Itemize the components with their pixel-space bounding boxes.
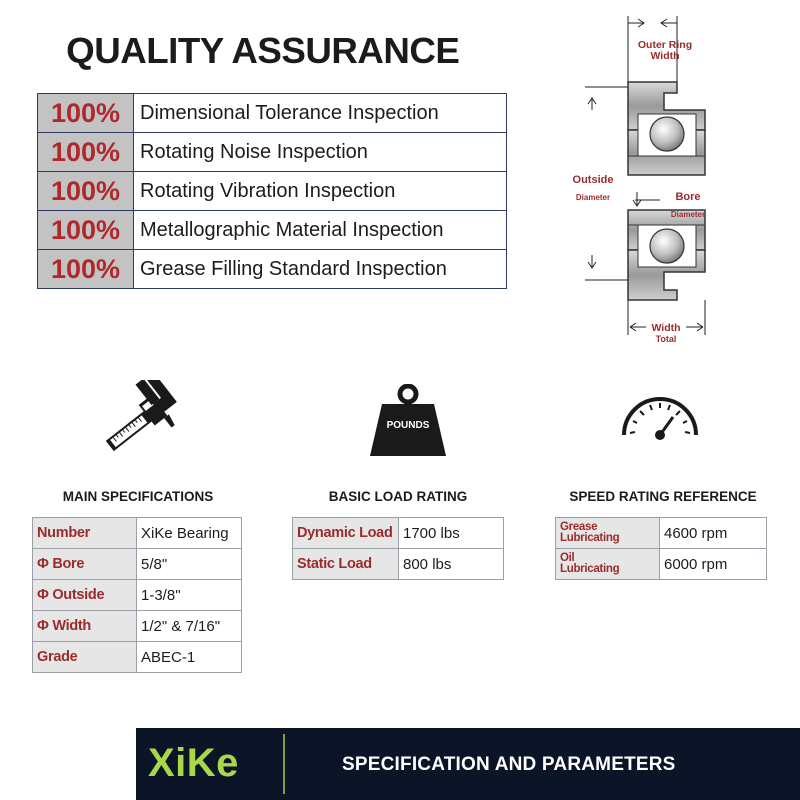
outside-label: Outside xyxy=(572,174,614,186)
banner-title: SPECIFICATION AND PARAMETERS xyxy=(342,754,676,775)
spec-value: XiKe Bearing xyxy=(137,518,242,549)
weight-icon xyxy=(368,384,448,465)
width-total-label xyxy=(646,323,686,345)
spec-key xyxy=(556,549,660,580)
table-row xyxy=(33,518,242,549)
spec-value: 1/2" & 7/16" xyxy=(137,611,242,642)
quality-label: Metallographic Material Inspection xyxy=(140,218,444,241)
spec-key: Φ Outside xyxy=(33,580,137,611)
spec-value: 4600 rpm xyxy=(660,518,767,549)
table-row xyxy=(33,549,242,580)
lubricant-type: Oil xyxy=(560,551,575,564)
quality-percent: 100% xyxy=(38,211,134,249)
spec-key: Grade xyxy=(33,642,137,673)
width-sublabel: Total xyxy=(655,334,677,345)
spec-value: 5/8" xyxy=(137,549,242,580)
quality-label: Dimensional Tolerance Inspection xyxy=(140,101,439,124)
table-row xyxy=(293,518,504,549)
table-row xyxy=(33,642,242,673)
table-row xyxy=(556,518,767,549)
quality-row xyxy=(38,172,506,211)
table-row xyxy=(293,549,504,580)
quality-percent: 100% xyxy=(38,250,134,288)
main-specs-table xyxy=(32,517,242,673)
speed-rating-table xyxy=(555,517,767,580)
lubricant-sublabel: Lubricating xyxy=(560,563,620,575)
speed-rating-title: SPEED RATING REFERENCE xyxy=(569,489,757,504)
outer-ring-sublabel: Width xyxy=(650,50,680,63)
banner-divider xyxy=(283,734,285,794)
outside-sublabel: Diameter xyxy=(575,192,611,202)
brand-logo: XiKe xyxy=(148,741,239,785)
page-title: QUALITY ASSURANCE xyxy=(66,30,460,71)
bore-sublabel: Diameter xyxy=(670,209,706,219)
footer-banner xyxy=(136,728,800,800)
spec-key: Dynamic Load xyxy=(293,518,399,549)
table-row xyxy=(33,611,242,642)
main-specs-title: MAIN SPECIFICATIONS xyxy=(62,489,214,504)
bearing-diagram xyxy=(560,10,790,355)
outside-diameter-label xyxy=(564,171,622,205)
quality-label: Rotating Noise Inspection xyxy=(140,140,368,163)
lubricant-sublabel: Lubricating xyxy=(560,532,620,544)
quality-table xyxy=(37,93,507,289)
spec-value: 800 lbs xyxy=(399,549,504,580)
spec-value: 6000 rpm xyxy=(660,549,767,580)
load-rating-title: BASIC LOAD RATING xyxy=(328,489,468,504)
spec-key: Static Load xyxy=(293,549,399,580)
spec-key: Φ Width xyxy=(33,611,137,642)
quality-percent: 100% xyxy=(38,133,134,171)
bore-label: Bore xyxy=(675,191,701,203)
spec-key: Number xyxy=(33,518,137,549)
width-label: Width xyxy=(651,322,681,334)
quality-row xyxy=(38,211,506,250)
quality-label: Grease Filling Standard Inspection xyxy=(140,257,447,280)
quality-label: Rotating Vibration Inspection xyxy=(140,179,396,202)
weight-label: POUNDS xyxy=(386,420,430,431)
spec-value: 1700 lbs xyxy=(399,518,504,549)
spec-value: ABEC-1 xyxy=(137,642,242,673)
quality-percent: 100% xyxy=(38,94,134,132)
load-rating-table xyxy=(292,517,504,580)
quality-row xyxy=(38,250,506,288)
speedometer-icon xyxy=(618,393,702,448)
caliper-icon xyxy=(96,380,182,465)
table-row xyxy=(33,580,242,611)
quality-row xyxy=(38,133,506,172)
spec-value: 1-3/8" xyxy=(137,580,242,611)
bore-diameter-label xyxy=(668,188,708,222)
outer-ring-width-label xyxy=(632,40,698,62)
table-row xyxy=(556,549,767,580)
quality-row xyxy=(38,94,506,133)
quality-percent: 100% xyxy=(38,172,134,210)
spec-key xyxy=(556,518,660,549)
outer-ring-label: Outer Ring xyxy=(637,39,693,51)
lubricant-type: Grease xyxy=(560,520,598,533)
spec-key: Φ Bore xyxy=(33,549,137,580)
